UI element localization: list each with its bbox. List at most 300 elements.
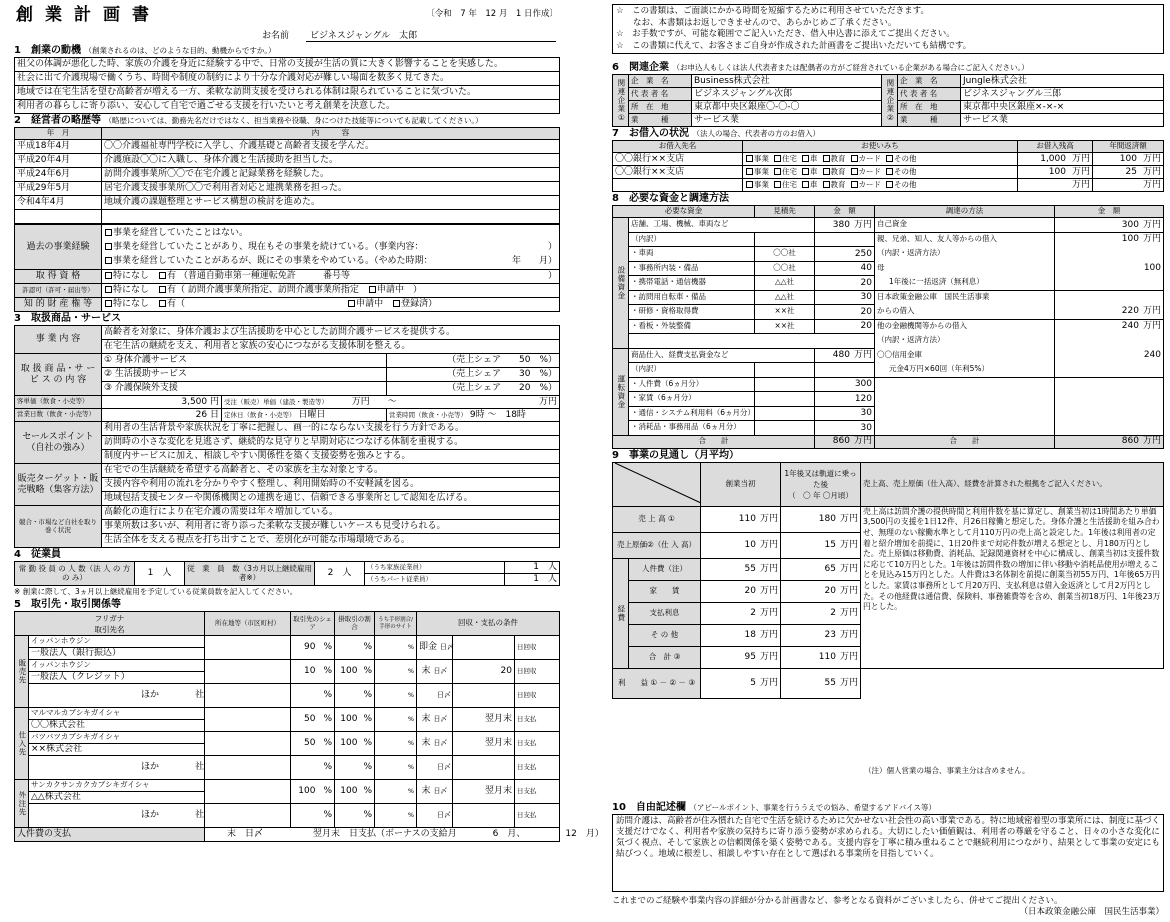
use-checkbox[interactable] — [802, 181, 809, 188]
fc-value[interactable]: 110 — [818, 652, 836, 663]
use-checkbox[interactable] — [774, 155, 781, 162]
terms-close[interactable] — [417, 804, 453, 828]
src-amt-other-note[interactable] — [1055, 363, 1164, 378]
fund-total-value[interactable]: 860 — [832, 436, 850, 447]
fc-cost-0[interactable] — [701, 532, 781, 558]
src-fam-who[interactable]: 母 — [875, 261, 1055, 276]
career-content[interactable]: 介護施設〇〇に入職し、身体介護と生活援助を担当した。 — [102, 154, 560, 168]
op-item[interactable]: ・家賃（6ヵ月分） — [629, 392, 755, 407]
op-est[interactable] — [755, 421, 815, 436]
src-amt-fam[interactable] — [1055, 232, 1164, 247]
loan-use[interactable] — [743, 179, 1018, 192]
fc-int-1[interactable] — [781, 602, 861, 624]
competition-line[interactable]: 事業所数は多いが、利用者に寄り添った柔軟な支援が難しいケースも見受けられる。 — [102, 520, 560, 534]
op-item[interactable]: ・通信・システム利用料（6ヵ月分） — [629, 406, 755, 421]
fc-sales-1[interactable] — [781, 506, 861, 532]
partner-credit[interactable] — [335, 732, 375, 756]
src-amt-fam-note[interactable] — [1055, 276, 1164, 291]
partner-kana[interactable]: マルマルカブシキガイシャ — [29, 708, 205, 720]
equip-amt[interactable]: 30 — [815, 290, 875, 305]
exp3-checkbox[interactable] — [105, 257, 112, 264]
partner-bill[interactable] — [375, 636, 417, 660]
use-checkbox[interactable] — [823, 155, 830, 162]
fc-value[interactable]: 110 — [738, 514, 756, 525]
career-content[interactable]: 〇〇介護福祉専門学校に入学し、介護基礎と高齢者支援を学んだ。 — [102, 140, 560, 154]
src-amt-value[interactable]: 220 — [1121, 306, 1139, 317]
partner-name[interactable]: 〇〇株式会社 — [29, 720, 205, 732]
bizc-label: 事 業 内 容 — [15, 326, 102, 354]
fam-emp-value[interactable]: 1 人 — [505, 562, 560, 574]
terms-close[interactable] — [417, 708, 453, 732]
partner-bill[interactable] — [375, 684, 417, 708]
partner-kana[interactable]: イッパンホウジン — [29, 636, 205, 648]
loan-balance[interactable] — [1018, 153, 1093, 166]
src-other-note[interactable]: 元金4万円×60回（年利5%） — [875, 363, 1055, 378]
use-checkbox[interactable] — [746, 155, 753, 162]
fc-value[interactable]: 55 — [824, 678, 836, 689]
loan-repay[interactable] — [1093, 166, 1164, 179]
partner-others[interactable] — [29, 684, 205, 708]
s1-line[interactable]: 祖父の体調が悪化した時、家族の介護を身近に経験する中で、日常の支援が生活の質に大きく影響することを実感した。 — [15, 58, 560, 72]
partner-credit[interactable] — [335, 684, 375, 708]
op-amt[interactable]: 30 — [815, 406, 875, 421]
co2-addr[interactable]: 東京都中央区銀座×-×-× — [961, 101, 1164, 114]
pay-close[interactable]: 末 日〆 — [227, 829, 264, 840]
equip-est[interactable]: ××社 — [755, 319, 815, 334]
fc-labor-1[interactable] — [781, 558, 861, 580]
partner-bill[interactable] — [375, 756, 417, 780]
equip-item[interactable]: ・看板・外装整備 — [629, 319, 755, 334]
terms-close[interactable] — [417, 780, 453, 804]
src-amt-jfc-sub[interactable] — [1055, 305, 1164, 320]
fc-value[interactable]: 65 — [824, 564, 836, 575]
svc-item[interactable]: ① 身体介護サービス — [102, 354, 387, 368]
terms-close[interactable] — [417, 684, 453, 708]
fc-sum-1[interactable] — [781, 646, 861, 668]
unit-price-value[interactable]: 3,500 円 — [102, 396, 222, 409]
close-value[interactable]: 末 — [421, 786, 431, 797]
partner-addr[interactable] — [205, 708, 291, 732]
fc-value[interactable]: 2 — [750, 608, 756, 619]
use-checkbox[interactable] — [774, 181, 781, 188]
equip-amt[interactable]: 20 — [815, 305, 875, 320]
co1-name[interactable]: Business株式会社 — [692, 75, 882, 88]
partner-share[interactable] — [291, 636, 335, 660]
src-empty[interactable] — [875, 377, 1055, 392]
partner-addr[interactable] — [205, 780, 291, 804]
co1-addr[interactable]: 東京都中央区銀座〇-〇-〇 — [692, 101, 882, 114]
use-checkbox[interactable] — [746, 181, 753, 188]
partner-credit[interactable] — [335, 708, 375, 732]
loan-lender[interactable] — [613, 179, 743, 192]
co2-name[interactable]: Jungle株式会社 — [961, 75, 1164, 88]
fund-total[interactable] — [815, 435, 875, 448]
days-value[interactable]: 26 — [195, 409, 208, 420]
partner-name[interactable]: △△株式会社 — [29, 792, 205, 804]
career-year[interactable]: 平成20年4月 — [15, 154, 102, 168]
target-line[interactable]: 地域包括支援センターや関係機関との連携を通じ、信頼できる事業所として認知を広げる。 — [102, 492, 560, 506]
competition-line[interactable]: 高齢化の進行により在宅介護の需要は年々増加している。 — [102, 506, 560, 520]
credit-value[interactable]: 100 — [340, 666, 358, 677]
head-start: 創業当初 — [701, 462, 781, 506]
fc-rent-1[interactable] — [781, 580, 861, 602]
exp2-checkbox[interactable] — [105, 243, 112, 250]
fc-value[interactable]: 5 — [750, 678, 756, 689]
terms-close[interactable] — [417, 756, 453, 780]
equip-amt-empty[interactable] — [815, 232, 875, 247]
target-line[interactable]: 支援内容や利用の流れを分かりやすく整理し、利用開始時の不安軽減を図る。 — [102, 478, 560, 492]
partner-kana[interactable]: バツバツカブシキガイシャ — [29, 732, 205, 744]
s1-line[interactable]: 社会に出て介護現場で働くうち、時間や制度の制約により十分な介護対応が難しい場面を数多く見てきた。 — [15, 72, 560, 86]
repay-value[interactable]: 100 — [1119, 153, 1137, 164]
equip-amt[interactable]: 250 — [815, 247, 875, 262]
close-value[interactable]: 即金 — [419, 642, 438, 653]
man-unit: 万円 — [853, 436, 872, 447]
forecast-basis[interactable]: 売上高は訪問介護の提供時間と利用件数を基に算定し、創業当初は1時間あたり単価3,500円の支援を1日12件、月26日稼働と想定した。身体介護と生活援助を組み合わせ、無理のない稼働水準として月110万円の売上高と設定した。1年後は利用者の定着と紹介増加を前提に、1日20件まで対応件数が増える想定とし、月180万円とした。売上原価は移動費、消耗品、記録関連資材を中心に構成し、創業当初は支援件数に応じて10万円とした。1年後は訪問件数の増加に伴い移動や消耗品使用が増えることを見込み15万円とした。人件費は3名体制を前提に創業当初55万円、1年後65万円とした。家賃は事務所として月20万円、支払利息は借入金返済として月2万円とした。その他経費は通信費、保険料、事務雑費等を含め、創業当初18万円、1年後23万円とした。 — [861, 506, 1164, 668]
src-amt-other-who[interactable] — [1055, 348, 1164, 363]
hours-to[interactable]: 〜 18時 — [487, 409, 526, 420]
terms-pay[interactable] — [453, 804, 515, 828]
terms-close[interactable] — [417, 732, 453, 756]
fund-total2[interactable] — [1055, 435, 1164, 448]
terms-pay[interactable] — [453, 684, 515, 708]
equip-est[interactable]: 〇〇社 — [755, 247, 815, 262]
src-other-who[interactable]: 〇〇信用金庫 — [875, 348, 1055, 363]
partner-others[interactable] — [29, 804, 205, 828]
free-text[interactable]: 訪問介護は、高齢者が住み慣れた自宅で生活を続けるために欠かせない社会性の高い事業である。特に地域密着型の事業所には、制度に基づく支援だけでなく、利用者や家族の気持ちに寄り添う姿勢が求められる。大切にしたい価値観は、利用者の尊厳を守ること、日々の小さな変化に気づく視点、そして家族との信頼関係を築く姿勢である。支援内容を丁寧に積み重ねることで継続利用につながり、結果として事業の安定にも結びつく。地域に根差し、相談しやすい存在として選ばれる事業所を目指していく。 — [612, 814, 1164, 892]
fc-value[interactable]: 20 — [744, 586, 756, 597]
balance-value[interactable]: 100 — [1048, 166, 1066, 177]
partner-share[interactable] — [291, 732, 335, 756]
partner-addr[interactable] — [205, 732, 291, 756]
equip-item[interactable]: ・研修・資格取得費 — [629, 305, 755, 320]
fund-total2-value[interactable]: 860 — [1121, 436, 1139, 447]
exp1-checkbox[interactable] — [105, 229, 112, 236]
src-amt-fam-who[interactable] — [1055, 261, 1164, 276]
src-amt-empty[interactable] — [1055, 421, 1164, 436]
equip-item[interactable]: ・事務所内装・備品 — [629, 261, 755, 276]
repay-value[interactable]: 25 — [1125, 166, 1137, 177]
fc-other-0[interactable] — [701, 624, 781, 646]
credit-value[interactable]: 100 — [340, 786, 358, 797]
partner-name[interactable]: 一般法人（銀行振込） — [29, 648, 205, 660]
cert-none-checkbox[interactable] — [105, 272, 112, 279]
fc-value[interactable]: 18 — [744, 630, 756, 641]
bonus-m1[interactable]: 6 月、 — [492, 829, 526, 840]
partner-share[interactable] — [291, 708, 335, 732]
selling-point-label: セールスポイント（自社の強み） — [15, 422, 102, 464]
partner-others[interactable] — [29, 756, 205, 780]
svc-item[interactable]: ③ 介護保険外支援 — [102, 382, 387, 396]
partner-bill[interactable] — [375, 732, 417, 756]
src-fam-note[interactable]: 1年後に一括返済（無利息） — [875, 276, 1055, 291]
hours-from[interactable]: 9時 — [469, 409, 485, 420]
terms-close[interactable] — [417, 636, 453, 660]
equip-amt[interactable]: 20 — [815, 319, 875, 334]
loan-lender[interactable]: 〇〇銀行××支店 — [613, 166, 743, 179]
lic-none-checkbox[interactable] — [105, 286, 112, 293]
cert-value[interactable]: 普通自動車第一種運転免許 — [187, 271, 296, 282]
src-amt-other[interactable] — [1055, 319, 1164, 334]
terms-close[interactable] — [417, 660, 453, 684]
terms-pay[interactable]: 翌月末 — [453, 780, 515, 804]
fc-value[interactable]: 15 — [824, 540, 836, 551]
close-value[interactable]: 末 — [421, 738, 431, 749]
pct-unit: % — [407, 787, 414, 795]
src-amt-value[interactable]: 100 — [1121, 234, 1139, 245]
use-checkbox[interactable] — [851, 155, 858, 162]
lic-pending-checkbox[interactable] — [369, 286, 376, 293]
s1-line[interactable]: 地域では在宅生活を望む高齢者が増える一方、柔軟な訪問支援を受けられる体制は限られていることに気づいた。 — [15, 86, 560, 100]
fc-cost-1[interactable] — [781, 532, 861, 558]
pay-date[interactable]: 翌月末 日支払（ボーナスの支給月 — [313, 829, 457, 840]
partner-share[interactable] — [291, 756, 335, 780]
partner-name[interactable]: 一般法人（クレジット） — [29, 672, 205, 684]
op-label: 運転資金 — [613, 348, 629, 435]
terms-pay[interactable] — [453, 756, 515, 780]
equip-total[interactable] — [815, 218, 875, 233]
equip-total-value[interactable]: 380 — [832, 219, 850, 230]
competition-line[interactable]: 生活全体を支える視点を打ち出すことで、差別化が可能な市場環境である。 — [102, 534, 560, 548]
fc-value[interactable]: 180 — [818, 514, 836, 525]
cert-yes-checkbox[interactable] — [159, 272, 166, 279]
fc-label-sum: 合 計 ③ — [629, 646, 701, 668]
src-empty[interactable] — [875, 392, 1055, 407]
career-year[interactable]: 令和4年4月 — [15, 196, 102, 210]
partner-bill[interactable] — [375, 708, 417, 732]
equip-amt[interactable]: 20 — [815, 276, 875, 291]
fc-int-0[interactable] — [701, 602, 781, 624]
op-total[interactable] — [815, 348, 875, 363]
op-amt-empty[interactable] — [815, 363, 875, 378]
partner-addr[interactable] — [205, 684, 291, 708]
svc-item[interactable]: ② 生活援助サービス — [102, 368, 387, 382]
fc-value[interactable]: 10 — [744, 540, 756, 551]
forecast-footnote: （注）個人営業の場合、事業主分は含めません。 — [864, 766, 1030, 775]
loan-balance[interactable] — [1018, 179, 1093, 192]
equip-item[interactable]: ・訪問用自転車・備品 — [629, 290, 755, 305]
src-amt-value[interactable]: 240 — [1121, 321, 1139, 332]
notice-box — [612, 4, 1164, 54]
src-amt-jfc[interactable] — [1055, 290, 1164, 305]
ip-registered-checkbox[interactable] — [393, 300, 400, 307]
op-est[interactable] — [755, 377, 815, 392]
lic-yes-checkbox[interactable] — [159, 286, 166, 293]
partner-addr[interactable] — [205, 804, 291, 828]
share-value[interactable]: 50 — [303, 714, 316, 725]
use-checkbox[interactable] — [886, 181, 893, 188]
equip-amt[interactable]: 40 — [815, 261, 875, 276]
fc-label-profit: 利 益 ① － ② － ③ — [613, 668, 701, 698]
use-checkbox[interactable] — [886, 168, 893, 175]
partner-addr[interactable] — [205, 636, 291, 660]
equip-item[interactable]: ・車両 — [629, 247, 755, 262]
src-amt-empty[interactable] — [1055, 377, 1164, 392]
src-amt-value[interactable]: 100 — [1143, 263, 1161, 274]
selling-point-line[interactable]: 訪問時の小さな変化を見逃さず、継続的な見守りと早期対応につなげる体制を重視する。 — [102, 436, 560, 450]
balance-value[interactable]: 1,000 — [1040, 153, 1066, 164]
partner-credit[interactable] — [335, 660, 375, 684]
cert-label: 取 得 資 格 — [15, 270, 102, 284]
career-year[interactable]: 平成18年4月 — [15, 140, 102, 154]
share-value[interactable]: 100 — [298, 786, 316, 797]
partner-credit[interactable] — [335, 636, 375, 660]
partner-credit[interactable] — [335, 756, 375, 780]
op-total-value[interactable]: 480 — [832, 350, 850, 361]
fc-other-1[interactable] — [781, 624, 861, 646]
fc-sum-0[interactable] — [701, 646, 781, 668]
loan-use[interactable] — [743, 153, 1018, 166]
ip-pending-checkbox[interactable] — [348, 300, 355, 307]
emp-value[interactable]: 2 人 — [315, 562, 365, 586]
partner-share[interactable] — [291, 780, 335, 804]
op-item[interactable]: ・消耗品・事務用品（6ヵ月分） — [629, 421, 755, 436]
fc-profit-1[interactable] — [781, 668, 861, 698]
op-item[interactable]: ・人件費（6ヵ月分） — [629, 377, 755, 392]
s1-line[interactable]: 利用者の暮らしに寄り添い、安心して自宅で過ごせる支援を行いたいと考え創業を決意した。 — [15, 100, 560, 114]
equip-est[interactable]: △△社 — [755, 276, 815, 291]
pct-unit: % — [407, 762, 414, 771]
partner-kana[interactable]: イッパンホウジン — [29, 660, 205, 672]
pct-unit: % — [363, 786, 372, 797]
pct-unit: % — [363, 714, 372, 725]
partner-addr[interactable] — [205, 756, 291, 780]
target-line[interactable]: 在宅での生活継続を希望する高齢者と、その家族を主な対象とする。 — [102, 464, 560, 478]
src-jfc-sub: からの借入 — [875, 305, 1055, 320]
partner-addr[interactable] — [205, 660, 291, 684]
terms-pay[interactable] — [453, 636, 515, 660]
src-amt-own[interactable] — [1055, 218, 1164, 233]
src-amt-fam-sub[interactable] — [1055, 247, 1164, 262]
use-label: 教育 — [830, 153, 846, 163]
op-amt[interactable]: 300 — [815, 377, 875, 392]
fc-value[interactable]: 95 — [744, 652, 756, 663]
loan-use[interactable] — [743, 166, 1018, 179]
src-amt-value[interactable]: 300 — [1121, 219, 1139, 230]
co2-rep[interactable]: ビジネスジャングル三郎 — [961, 88, 1164, 101]
day-off-value[interactable]: 日曜日 — [298, 409, 326, 420]
lic-value[interactable]: 訪問介護事業所指定、訪問介護事業所指定 — [187, 285, 359, 296]
equip-est[interactable]: ××社 — [755, 305, 815, 320]
fc-value[interactable]: 20 — [824, 586, 836, 597]
partner-bill[interactable] — [375, 660, 417, 684]
loan-repay[interactable] — [1093, 153, 1164, 166]
co1-rep[interactable]: ビジネスジャングル次郎 — [692, 88, 882, 101]
career-year[interactable]: 平成29年5月 — [15, 182, 102, 196]
partner-credit[interactable] — [335, 804, 375, 828]
op-amt[interactable]: 30 — [815, 421, 875, 436]
op-est-empty[interactable] — [755, 363, 815, 378]
share-value[interactable]: 10 — [303, 666, 316, 677]
terms-pay[interactable]: 20 — [453, 660, 515, 684]
use-checkbox[interactable] — [851, 181, 858, 188]
equip-est[interactable]: 〇〇社 — [755, 261, 815, 276]
exec-value[interactable]: 1 人 — [135, 562, 185, 586]
use-checkbox[interactable] — [774, 168, 781, 175]
loan-repay[interactable] — [1093, 179, 1164, 192]
src-amt-empty[interactable] — [1055, 406, 1164, 421]
use-checkbox[interactable] — [851, 168, 858, 175]
fc-sales-0[interactable] — [701, 506, 781, 532]
equip-item[interactable]: ・携帯電話・通信機器 — [629, 276, 755, 291]
close-value[interactable]: 末 — [421, 666, 431, 677]
loan-balance[interactable] — [1018, 166, 1093, 179]
career-year[interactable] — [15, 210, 102, 224]
ip-yes-checkbox[interactable] — [159, 300, 166, 307]
left-column — [14, 4, 604, 842]
loan-lender[interactable]: 〇〇銀行××支店 — [613, 153, 743, 166]
use-checkbox[interactable] — [802, 168, 809, 175]
use-checkbox[interactable] — [823, 181, 830, 188]
equip-est[interactable]: △△社 — [755, 290, 815, 305]
selling-point-line[interactable]: 制度内サービスに加え、相談しやすい関係性を築く支援姿勢を強みとする。 — [102, 450, 560, 464]
bonus-m2[interactable]: 12 月） — [565, 829, 604, 840]
use-checkbox[interactable] — [802, 155, 809, 162]
co1-ind[interactable]: サービス業 — [692, 114, 882, 127]
fc-value[interactable]: 55 — [744, 564, 756, 575]
src-amt-empty[interactable] — [1055, 392, 1164, 407]
use-checkbox[interactable] — [886, 155, 893, 162]
bizc-line[interactable]: 在宅生活の継続を支え、利用者と家族の安心につながる支援体制を整える。 — [102, 340, 560, 354]
src-amt-other-sub[interactable] — [1055, 334, 1164, 349]
share-value[interactable]: 50 — [303, 738, 316, 749]
partner-share[interactable] — [291, 660, 335, 684]
partner-name[interactable]: ××株式会社 — [29, 744, 205, 756]
fc-value[interactable]: 2 — [830, 608, 836, 619]
fc-profit-0[interactable] — [701, 668, 781, 698]
share-value[interactable]: 90 — [303, 642, 316, 653]
partner-bill[interactable] — [375, 780, 417, 804]
terms-pay[interactable]: 翌月末 — [453, 732, 515, 756]
use-checkbox[interactable] — [746, 168, 753, 175]
op-est[interactable] — [755, 406, 815, 421]
close-value[interactable]: 末 — [421, 714, 431, 725]
partner-kana[interactable]: サンカクサンカクカブシキガイシャ — [29, 780, 205, 792]
career-year[interactable]: 平成24年6月 — [15, 168, 102, 182]
src-amt-value[interactable]: 240 — [1143, 350, 1161, 361]
credit-value[interactable]: 100 — [340, 714, 358, 725]
career-content[interactable]: 居宅介護支援事業所〇〇で利用者対応と連携業務を担った。 — [102, 182, 560, 196]
career-content[interactable]: 地域介護の課題整理とサービス構想の検討を進めた。 — [102, 196, 560, 210]
src-empty[interactable] — [875, 421, 1055, 436]
ip-none-checkbox[interactable] — [105, 300, 112, 307]
bizc-line[interactable]: 高齢者を対象に、身体介護および生活援助を中心とした訪問介護サービスを提供する。 — [102, 326, 560, 340]
co2-ind[interactable]: サービス業 — [961, 114, 1164, 127]
fc-labor-0[interactable] — [701, 558, 781, 580]
fc-rent-0[interactable] — [701, 580, 781, 602]
equip-blank[interactable] — [629, 334, 875, 349]
selling-point-line[interactable]: 利用者の生活背景や家族状況を丁寧に把握し、画一的にならない支援を行う方針である。 — [102, 422, 560, 436]
op-amt[interactable]: 120 — [815, 392, 875, 407]
career-content[interactable] — [102, 210, 560, 224]
fc-value[interactable]: 23 — [824, 630, 836, 641]
partner-bill[interactable] — [375, 804, 417, 828]
equip-est-empty[interactable] — [755, 232, 815, 247]
partner-credit[interactable] — [335, 780, 375, 804]
terms-pay[interactable]: 翌月末 — [453, 708, 515, 732]
partner-share[interactable] — [291, 804, 335, 828]
s8-title: 8 必要な資金と調達方法 — [612, 193, 729, 204]
career-content[interactable]: 訪問介護事業所〇〇で在宅介護と記録業務を経験した。 — [102, 168, 560, 182]
src-own: 自己資金 — [875, 218, 1055, 233]
part-emp-value[interactable]: 1 人 — [505, 574, 560, 586]
partner-share[interactable] — [291, 684, 335, 708]
src-empty[interactable] — [875, 406, 1055, 421]
credit-value[interactable]: 100 — [340, 738, 358, 749]
op-est[interactable] — [755, 392, 815, 407]
pay-terms[interactable] — [205, 828, 604, 842]
use-checkbox[interactable] — [823, 168, 830, 175]
